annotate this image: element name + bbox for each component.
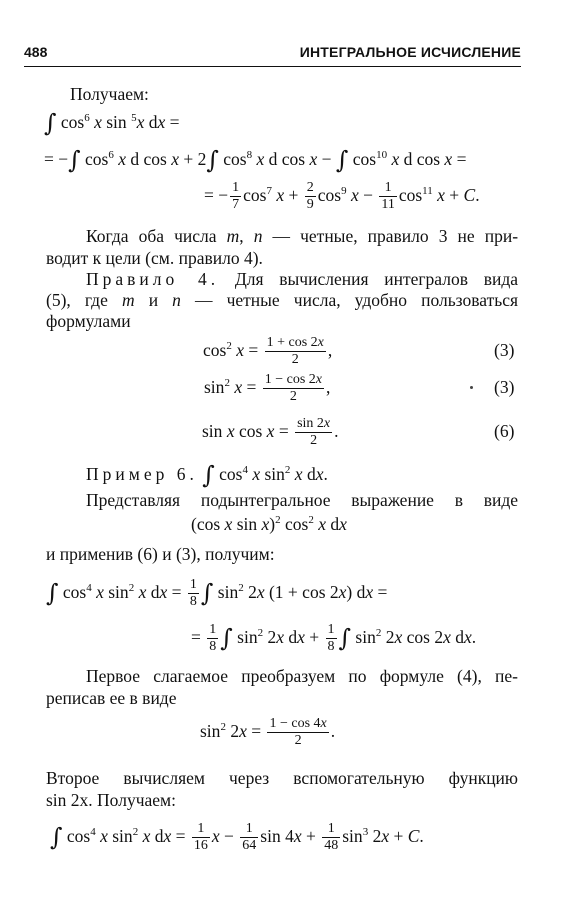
equation-tag-3: (6) bbox=[494, 421, 515, 441]
paragraph-even-numbers: Когда оба числа m, n — четные, правило 3 не при- bbox=[86, 226, 519, 246]
paragraph-obtain: Получаем: bbox=[70, 84, 149, 104]
paragraph-first-term-cont: реписав ее в виде bbox=[46, 688, 177, 708]
paragraph-second-term: Второе вычисляем через вспомогательную функцию bbox=[46, 768, 518, 788]
paragraph-even-numbers-cont: водит к цели (см. правило 4). bbox=[46, 248, 263, 268]
equation-line-3: = − $\frac{1}{7}$ $\cos^7 x$ + $\frac{2}{9}$ $\cos^9 x$ − $\frac{1}{11}$ $\cos^{11} x + C$. bbox=[204, 180, 480, 213]
equation-line-1: ∫ $\cos^6 x$ sin $^5$x dx = bbox=[44, 109, 180, 137]
page-header bbox=[24, 40, 521, 67]
paragraph-representing: Представляя подынтегральное выражение в виде bbox=[86, 490, 518, 510]
formula-sin-cos: sin x cos x = $\frac{\sin 2x}{2}$ . bbox=[202, 416, 339, 449]
equation-example-line-1: ∫ $\cos^4 x$ $\sin^2 x$ dx = $\frac{1}{8}$ ∫ $\sin^2 2x$ (1 + cos 2x) dx = bbox=[46, 577, 388, 610]
equation-example-line-2: = $\frac{1}{8}$ ∫ $\sin^2 2x$ dx + $\frac{1}{8}$ ∫ $\sin^2 2x$ cos 2x dx. bbox=[191, 622, 477, 655]
rule-4-line-2: (5), где m и n — четные числа, удобно пользоваться bbox=[46, 290, 519, 310]
rule-4-line-1: Правило 4. Для вычисления интегралов вида bbox=[86, 269, 518, 289]
paragraph-second-term-cont: sin 2x. Получаем: bbox=[46, 790, 176, 810]
equation-line-2: = −∫ $\cos^6 x$ d cos x + 2∫ $\cos^8 x$ d cos x − ∫ $\cos^{10} x$ d cos x = bbox=[44, 146, 467, 174]
equation-tag-1: (3) bbox=[494, 340, 515, 360]
formula-sin-squared-2x: $\sin^2 2x$ = $\frac{1 - \cos 4x}{2}$ . bbox=[200, 716, 336, 749]
equation-final-result: ∫ $\cos^4 x$ $\sin^2 x$ dx = $\frac{1}{16}$ x − $\frac{1}{64}$ sin 4x + $\frac{1}{48}$ $\sin^3 2x + C$. bbox=[50, 821, 424, 854]
page-number: 488 bbox=[24, 44, 48, 60]
rule-4-line-3: формулами bbox=[46, 311, 131, 331]
paragraph-first-term: Первое слагаемое преобразуем по формуле (4), пе- bbox=[86, 666, 518, 686]
expression-integrand: (cos x sin x)$^2$ $\cos^2 x$ dx bbox=[191, 514, 347, 534]
formula-cos-squared: $\cos^2 x$ = $\frac{1 + \cos 2x}{2}$ , bbox=[203, 335, 333, 368]
equation-tag-2: (3) bbox=[494, 377, 515, 397]
running-title: ИНТЕГРАЛЬНОЕ ИСЧИСЛЕНИЕ bbox=[299, 44, 521, 60]
print-speck bbox=[470, 386, 473, 389]
example-6-heading: Пример 6. ∫ $\cos^4 x$ $\sin^2 x$ dx. bbox=[86, 461, 328, 489]
formula-sin-squared: $\sin^2 x$ = $\frac{1 - \cos 2x}{2}$ , bbox=[204, 372, 331, 405]
paragraph-applying: и применив (6) и (3), получим: bbox=[46, 544, 275, 564]
